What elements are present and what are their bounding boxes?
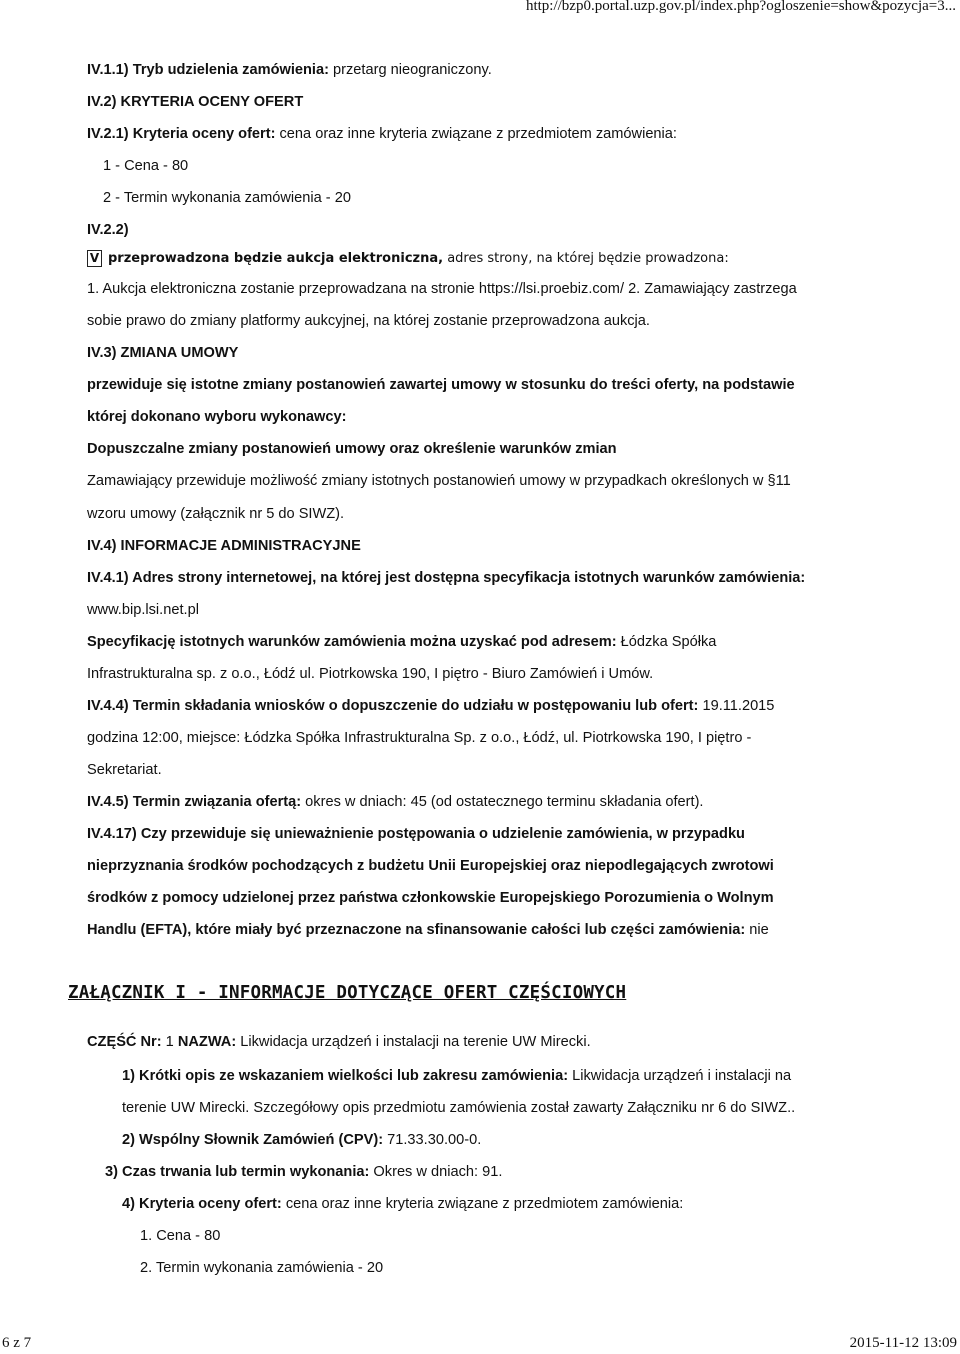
section-head: IV.3) ZMIANA UMOWY <box>87 345 239 361</box>
section-iv-4-heading <box>87 538 361 554</box>
section-iv-1-1 <box>87 62 492 78</box>
change-bold-line3: Dopuszczalne zmiany postanowień umowy oraz określenie warunków zmian <box>87 441 617 457</box>
annex-p1-line2: terenie UW Mirecki. Szczegółowy opis przedmiotu zamówienia został zawarty Załączniku nr 6 do SIWZ.. <box>122 1100 796 1116</box>
print-header-url: http://bzp0.portal.uzp.gov.pl/index.php?ogloszenie=show&pozycja=3... <box>525 0 956 14</box>
section-iv-4-4: IV.4.4) Termin składania wniosków o dopuszczenie do udziału w postępowaniu lub ofert: 19.11.2015 <box>87 698 775 714</box>
annex-p3: 3) Czas trwania lub termin wykonania: Okres w dniach: 91. <box>105 1164 503 1180</box>
section-iv-4-17-line1: IV.4.17) Czy przewiduje się unieważnienie postępowania o udzielenie zamówienia, w przypadku <box>87 826 745 842</box>
section-iv-4-17-line2: nieprzyznania środków pochodzących z budżetu Unii Europejskiej oraz niepodlegających zwrotowi <box>87 858 774 874</box>
section-value: przetarg nieograniczony. <box>328 62 492 78</box>
auction-bold: przeprowadzona będzie aukcja elektroniczna, <box>108 251 444 266</box>
criteria-item: 1 - Cena - 80 <box>103 158 189 174</box>
change-text-line2: wzoru umowy (załącznik nr 5 do SIWZ). <box>87 506 345 522</box>
annex-p2: 2) Wspólny Słownik Zamówień (CPV): 71.33.30.00-0. <box>122 1132 482 1148</box>
spec-url: www.bip.lsi.net.pl <box>87 602 199 618</box>
section-iv-2-2-heading <box>87 222 129 238</box>
auction-text-line2: sobie prawo do zmiany platformy aukcyjnej, na której zostanie przeprowadzona aukcja. <box>87 313 650 329</box>
annex-criteria-item: 2. Termin wykonania zamówienia - 20 <box>140 1260 384 1276</box>
section-head: IV.4) INFORMACJE ADMINISTRACYJNE <box>87 538 361 554</box>
auction-rest: adres strony, na której będzie prowadzona: <box>443 251 729 266</box>
annex-criteria-item: 1. Cena - 80 <box>140 1228 221 1244</box>
section-head: IV.2) KRYTERIA OCENY OFERT <box>87 94 304 110</box>
annex-title: ZAŁĄCZNIK I - INFORMACJE DOTYCZĄCE OFERT CZĘŚCIOWYCH <box>68 983 627 1003</box>
section-head: IV.2.2) <box>87 222 129 238</box>
section-iv-2-1 <box>87 126 677 142</box>
section-head: IV.1.1) Tryb udzielenia zamówienia: <box>87 62 329 78</box>
checkbox-checked-icon: V <box>87 250 102 267</box>
criteria-item: 2 - Termin wykonania zamówienia - 20 <box>103 190 351 206</box>
spec-address-line1: Specyfikację istotnych warunków zamówienia można uzyskać pod adresem: Łódzka Spółka <box>87 634 717 650</box>
section-iv-4-5: IV.4.5) Termin związania ofertą: okres w dniach: 45 (od ostatecznego terminu składania ofert). <box>87 794 704 810</box>
section-value: cena oraz inne kryteria związane z przedmiotem zamówienia: <box>275 126 677 142</box>
print-footer-page: 6 z 7 <box>2 1335 32 1351</box>
section-iv-3-heading <box>87 345 238 361</box>
spec-address-line2: Infrastrukturalna sp. z o.o., Łódź ul. Piotrkowska 190, I piętro - Biuro Zamówień i Umów. <box>87 666 654 682</box>
annex-p4: 4) Kryteria oceny ofert: cena oraz inne kryteria związane z przedmiotem zamówienia: <box>122 1196 684 1212</box>
change-bold-line1: przewiduje się istotne zmiany postanowień zawartej umowy w stosunku do treści oferty, na podstawie <box>87 377 795 393</box>
annex-part: CZĘŚĆ Nr: 1 NAZWA: Likwidacja urządzeń i instalacji na terenie UW Mirecki. <box>87 1034 591 1050</box>
deadline-line2: godzina 12:00, miejsce: Łódzka Spółka Infrastrukturalna Sp. z o.o., Łódź, ul. Piotrkowska 190, I piętro - <box>87 730 752 746</box>
change-bold-line2: której dokonano wyboru wykonawcy: <box>87 409 347 425</box>
section-iv-4-1: IV.4.1) Adres strony internetowej, na której jest dostępna specyfikacja istotnych warunków zamówienia: <box>87 570 806 586</box>
auction-row <box>87 250 729 267</box>
print-footer-datetime: 2015-11-12 13:09 <box>849 1335 957 1351</box>
change-text-line1: Zamawiający przewiduje możliwość zmiany istotnych postanowień umowy w przypadkach określonych w §11 <box>87 473 791 489</box>
section-iv-4-17-line4: Handlu (EFTA), które miały być przeznaczone na sfinansowanie całości lub części zamówienia: nie <box>87 922 769 938</box>
section-iv-4-17-line3: środków z pomocy udzielonej przez państwa członkowskie Europejskiego Porozumienia o Wolnym <box>87 890 774 906</box>
auction-text-line1: 1. Aukcja elektroniczna zostanie przeprowadzana na stronie https://lsi.proebiz.com/ 2. Zamawiający zastrzega <box>87 281 797 297</box>
annex-p1-line1: 1) Krótki opis ze wskazaniem wielkości lub zakresu zamówienia: Likwidacja urządzeń i instalacji na <box>122 1068 792 1084</box>
section-iv-2-heading <box>87 94 303 110</box>
section-head: IV.2.1) Kryteria oceny ofert: <box>87 126 276 142</box>
deadline-line3: Sekretariat. <box>87 762 162 778</box>
